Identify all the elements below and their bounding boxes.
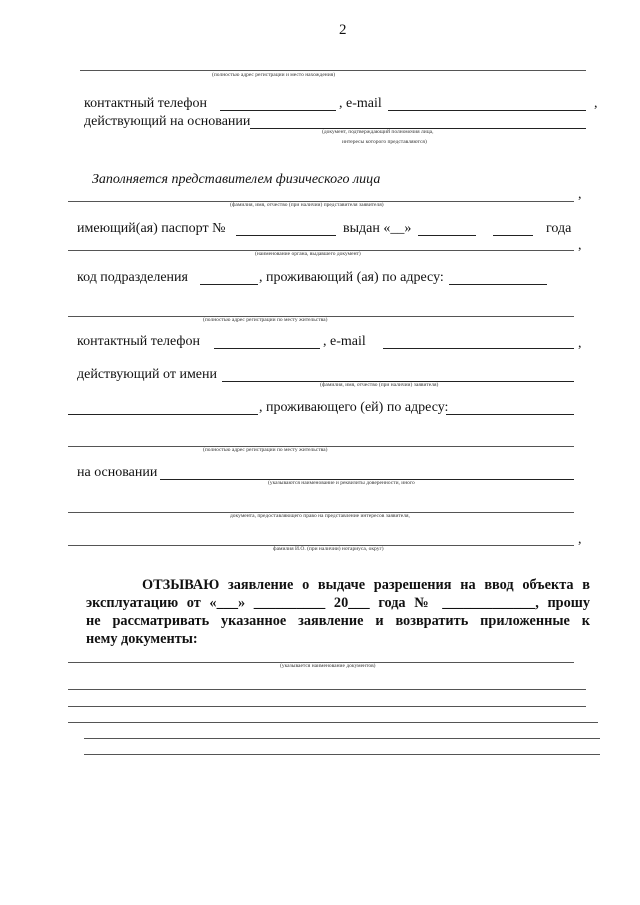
documents-line-4[interactable] <box>68 722 598 723</box>
representative-name-comma: , <box>578 187 582 202</box>
applicant-email-field[interactable] <box>388 110 586 111</box>
statement-line-3: не рассматривать указанное заявление и возвратить приложенные к <box>86 613 590 629</box>
documents-line-5[interactable] <box>84 738 600 739</box>
documents-line-6[interactable] <box>84 754 600 755</box>
page-number: 2 <box>339 22 347 38</box>
representative-basis-caption: (указываются наименование и реквизиты доверенности, иного <box>268 480 415 486</box>
statement-line-2: эксплуатацию от «___» __________ 20___ года № _____________, прошу <box>86 595 590 611</box>
documents-line-2[interactable] <box>68 689 586 690</box>
withdrawal-statement <box>86 576 590 648</box>
documents-caption: (указывается наименование документов) <box>280 663 376 669</box>
applicant-address-line[interactable] <box>80 70 586 71</box>
statement-line-1: ОТЗЫВАЮ заявление о выдаче разрешения на ввод объекта в <box>142 577 590 593</box>
applicant-basis-label: действующий на основании <box>84 114 251 129</box>
applicant-email-label: , e-mail <box>339 96 382 111</box>
representative-basis-caption-2: документа, предоставляющего право на представление интересов заявителя, <box>230 513 410 519</box>
applicant-name-caption: (фамилия, имя, отчество (при наличии) заявителя) <box>320 382 439 388</box>
passport-issuer-comma: , <box>578 238 582 253</box>
representative-name-caption: (фамилия, имя, отчество (при наличии) представителя заявителя) <box>230 202 384 208</box>
on-behalf-label: действующий от имени <box>77 367 217 382</box>
passport-issued-year-field[interactable] <box>493 235 533 236</box>
division-code-field[interactable] <box>200 284 258 285</box>
applicant-comma: , <box>594 96 598 111</box>
applicant-basis-caption-2: интересы которого представляются) <box>342 139 427 145</box>
representative-phone-label: контактный телефон <box>77 334 200 349</box>
representative-phone-field[interactable] <box>214 348 320 349</box>
applicant-address-caption-2: (полностью адрес регистрации по месту жительства) <box>203 447 328 453</box>
representative-heading: Заполняется представителем физического лица <box>92 172 381 187</box>
statement-line-4: нему документы: <box>86 631 198 647</box>
notary-caption: фамилия И.О. (при наличии) нотариуса, округ) <box>273 546 384 552</box>
passport-label: имеющий(ая) паспорт № <box>77 221 226 236</box>
representative-email-label: , e-mail <box>323 334 366 349</box>
passport-issued-label: выдан «__» <box>343 221 412 236</box>
applicant-phone-label: контактный телефон <box>84 96 207 111</box>
applicant-residing-field[interactable] <box>446 414 574 415</box>
representative-address-caption: (полностью адрес регистрации по месту жительства) <box>203 317 328 323</box>
applicant-name-continuation-field[interactable] <box>68 414 258 415</box>
passport-issuer-caption: (наименование органа, выдавшего документ) <box>255 251 361 257</box>
notary-comma: , <box>578 532 582 547</box>
passport-year-label: года <box>546 221 572 236</box>
applicant-phone-field[interactable] <box>220 110 336 111</box>
representative-basis-label: на основании <box>77 465 158 480</box>
division-code-label: код подразделения <box>77 270 188 285</box>
passport-issued-month-field[interactable] <box>418 235 476 236</box>
applicant-residing-label: , проживающего (ей) по адресу: <box>259 400 449 415</box>
applicant-address-caption: (полностью адрес регистрации и место нахождения) <box>212 72 336 78</box>
documents-line-3[interactable] <box>68 706 586 707</box>
representative-address-field[interactable] <box>449 284 547 285</box>
passport-number-field[interactable] <box>236 235 336 236</box>
representative-residing-label: , проживающий (ая) по адресу: <box>259 270 444 285</box>
representative-email-field[interactable] <box>383 348 574 349</box>
representative-email-comma: , <box>578 336 582 351</box>
applicant-basis-caption-1: (документ, подтверждающий полномочия лица, <box>322 129 434 135</box>
